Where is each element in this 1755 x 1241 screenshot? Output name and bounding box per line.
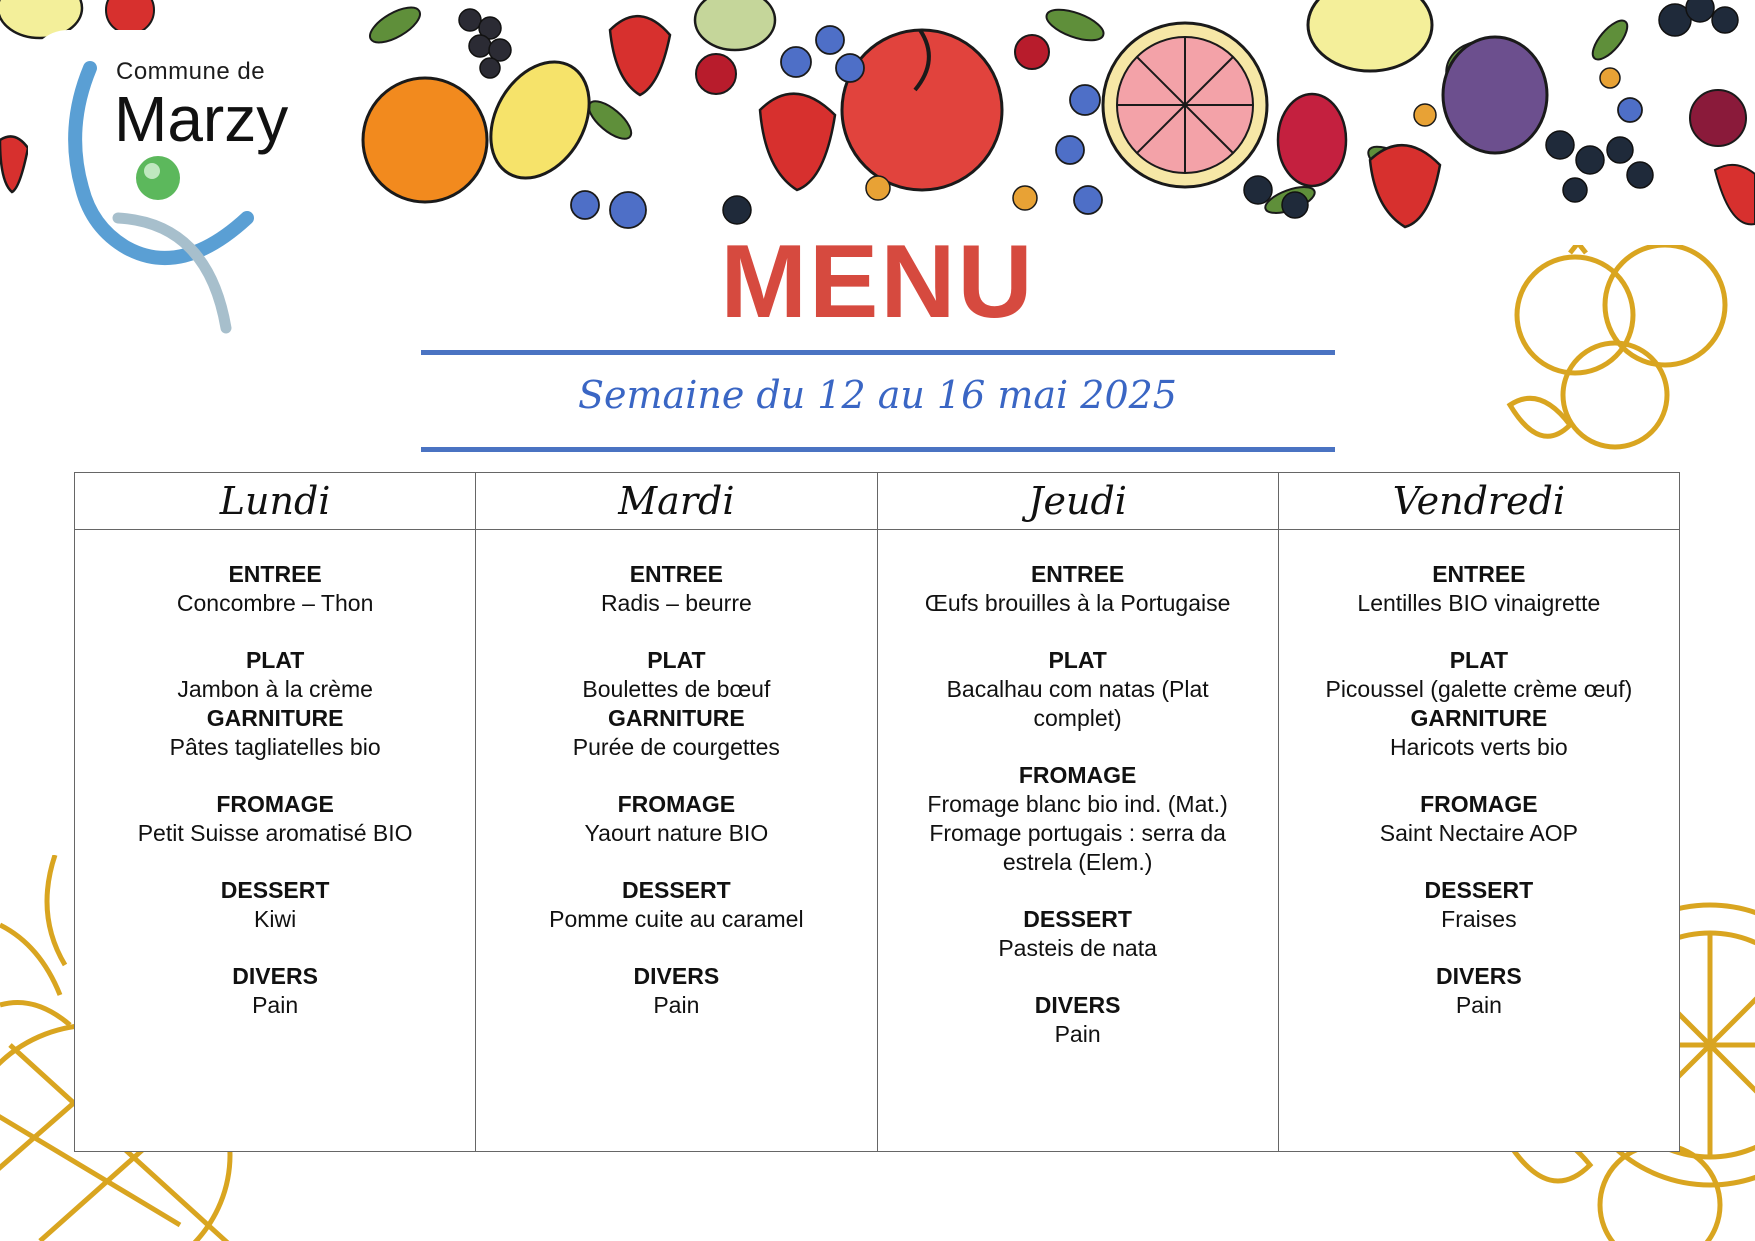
day-header-lundi: Lundi [75, 473, 476, 530]
dish: Purée de courgettes [572, 734, 780, 760]
week-subtitle: Semaine du 12 au 16 mai 2025 [578, 373, 1177, 417]
menu-content-row [75, 530, 1680, 1152]
section-dessert [76, 876, 474, 934]
section-label: DESSERT [622, 877, 731, 903]
dish: Pain [653, 992, 700, 1018]
dish: Fraises [1441, 906, 1517, 932]
section-plat [477, 646, 875, 704]
dish: Pâtes tagliatelles bio [169, 734, 381, 760]
section-dessert [879, 905, 1277, 963]
dish: Pain [1054, 1021, 1101, 1047]
section-label: FROMAGE [617, 791, 736, 817]
section-label: DESSERT [1023, 906, 1132, 932]
logo-text-commune: Commune de [116, 58, 266, 85]
section-label: GARNITURE [1410, 705, 1548, 731]
section-label: ENTREE [228, 561, 322, 587]
section-plat [1280, 646, 1678, 704]
dish: Saint Nectaire AOP [1379, 820, 1578, 846]
dish: Fromage blanc bio ind. (Mat.) [927, 791, 1228, 817]
section-label: FROMAGE [1420, 791, 1538, 817]
section-label: PLAT [1048, 647, 1107, 673]
dish: Fromage portugais : serra da estrela (Elem.) [929, 820, 1226, 875]
section-label: DIVERS [1034, 992, 1121, 1018]
section-fromage [76, 790, 474, 848]
title-divider-bottom [421, 447, 1335, 452]
section-entree [1280, 560, 1678, 618]
section-label: DESSERT [1424, 877, 1534, 903]
day-cell-vendredi [1278, 530, 1679, 1152]
section-label: DIVERS [232, 963, 318, 989]
day-cell-jeudi [877, 530, 1278, 1152]
dish: Petit Suisse aromatisé BIO [137, 820, 413, 846]
dish: Haricots verts bio [1390, 734, 1568, 760]
dish: Kiwi [254, 906, 297, 932]
section-label: FROMAGE [216, 791, 334, 817]
section-entree [879, 560, 1277, 618]
day-header-row [75, 473, 1680, 530]
section-label: ENTREE [1432, 561, 1526, 587]
dish: Pasteis de nata [998, 935, 1157, 961]
section-entree [76, 560, 474, 618]
section-label: ENTREE [629, 561, 724, 587]
section-label: GARNITURE [608, 705, 745, 731]
section-label: ENTREE [1030, 561, 1125, 587]
section-garniture [477, 704, 875, 762]
section-label: DIVERS [633, 963, 720, 989]
day-header-mardi: Mardi [476, 473, 877, 530]
day-cell-mardi [476, 530, 877, 1152]
section-divers [1280, 962, 1678, 1020]
dish: Pain [252, 992, 299, 1018]
section-dessert [477, 876, 875, 934]
dish: Pomme cuite au caramel [549, 906, 804, 932]
section-plat [76, 646, 474, 704]
page-title: MENU [720, 224, 1035, 340]
section-divers [477, 962, 875, 1020]
dish: Pain [1455, 992, 1502, 1018]
dish: Bacalhau com natas (Plat complet) [946, 676, 1209, 731]
section-label: DIVERS [1436, 963, 1522, 989]
section-divers [879, 991, 1277, 1049]
section-garniture [1280, 704, 1678, 762]
title-divider-top [421, 350, 1335, 355]
weekly-menu-table [74, 472, 1680, 1152]
section-fromage [1280, 790, 1678, 848]
day-cell-lundi [75, 530, 476, 1152]
section-label: GARNITURE [206, 705, 344, 731]
dish: Lentilles BIO vinaigrette [1357, 590, 1601, 616]
section-garniture [76, 704, 474, 762]
section-divers [76, 962, 474, 1020]
day-header-vendredi: Vendredi [1278, 473, 1679, 530]
logo-text-marzy: Marzy [114, 83, 289, 155]
dish: Œufs brouilles à la Portugaise [924, 590, 1231, 616]
section-label: PLAT [1449, 647, 1509, 673]
dish: Yaourt nature BIO [584, 820, 769, 846]
section-label: FROMAGE [1018, 762, 1137, 788]
dish: Radis – beurre [600, 590, 752, 616]
section-entree [477, 560, 875, 618]
section-label: PLAT [647, 647, 706, 673]
section-plat [879, 646, 1277, 733]
section-fromage [879, 761, 1277, 877]
section-dessert [1280, 876, 1678, 934]
dish: Picoussel (galette crème œuf) [1325, 676, 1633, 702]
section-label: PLAT [245, 647, 305, 673]
dish: Jambon à la crème [177, 676, 373, 702]
section-fromage [477, 790, 875, 848]
dish: Boulettes de bœuf [582, 676, 771, 702]
day-header-jeudi: Jeudi [877, 473, 1278, 530]
section-label: DESSERT [220, 877, 330, 903]
dish: Concombre – Thon [176, 590, 374, 616]
